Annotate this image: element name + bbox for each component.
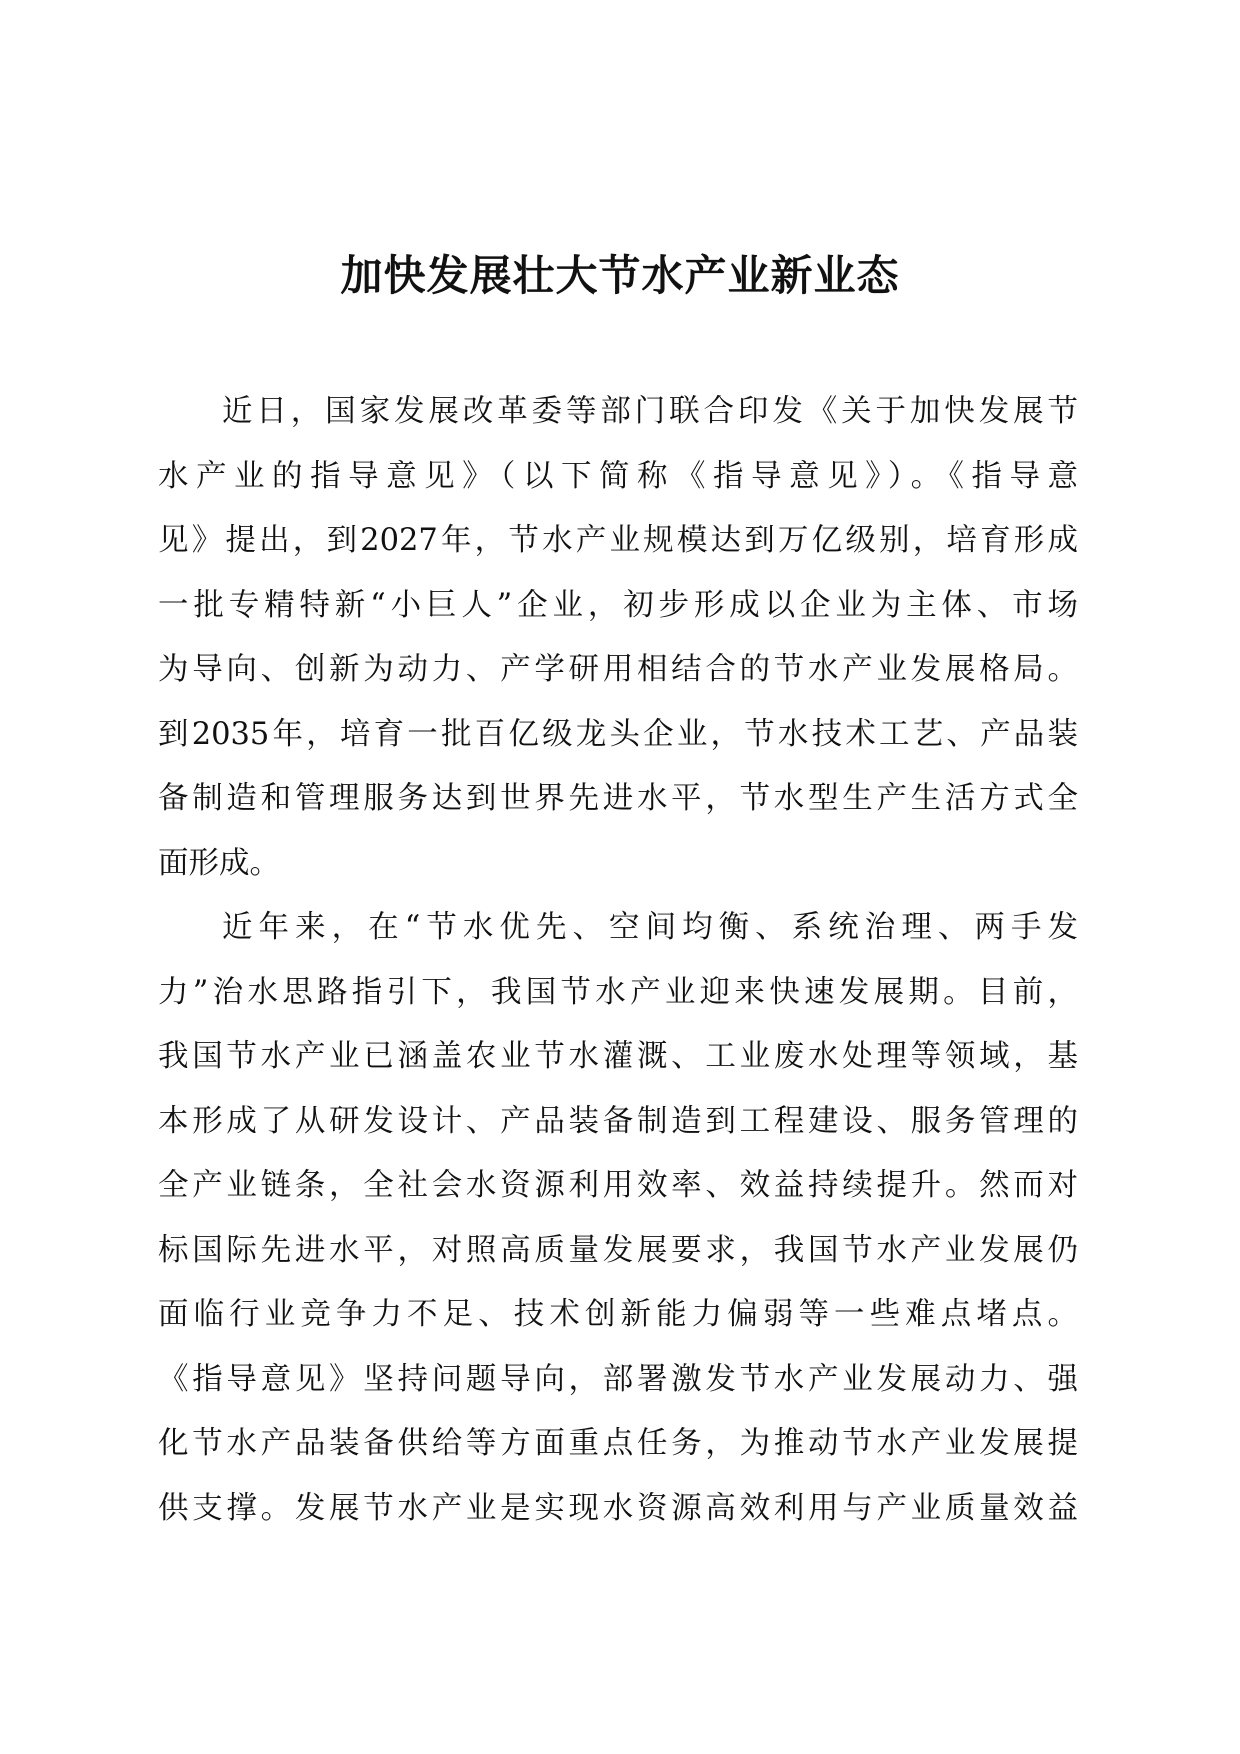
document-body: [158, 380, 1078, 1541]
paragraph-line: 供支撑。发展节水产业是实现水资源高效利用与产业质量效益: [158, 1490, 1078, 1526]
paragraph-1: [158, 380, 1078, 896]
paragraph-line: 标国际先进水平，对照高质量发展要求，我国节水产业发展仍: [158, 1232, 1078, 1268]
paragraph-line: 面形成。: [158, 845, 280, 881]
paragraph-line: 全产业链条，全社会水资源利用效率、效益持续提升。然而对: [158, 1168, 1078, 1203]
paragraph-line: 化节水产品装备供给等方面重点任务，为推动节水产业发展提: [158, 1426, 1078, 1461]
paragraph-line: 近日，国家发展改革委等部门联合印发《关于加快发展节: [222, 394, 1078, 429]
paragraph-line: 备制造和管理服务达到世界先进水平，节水型生产生活方式全: [158, 781, 1078, 816]
paragraph-line: 近年来，在“节水优先、空间均衡、系统治理、两手发: [222, 910, 1078, 945]
paragraph-line: 一批专精特新“小巨人”企业，初步形成以企业为主体、市场: [158, 587, 1078, 623]
paragraph-line: 我国节水产业已涵盖农业节水灌溉、工业废水处理等领域，基: [158, 1039, 1078, 1074]
paragraph-line: 《指导意见》坚持问题导向，部署激发节水产业发展动力、强: [158, 1361, 1078, 1397]
paragraph-line: 见》提出，到2027年，节水产业规模达到万亿级别，培育形成: [158, 523, 1078, 558]
paragraph-line: 力”治水思路指引下，我国节水产业迎来快速发展期。目前，: [158, 974, 1078, 1010]
paragraph-line: 水产业的指导意见》（以下简称《指导意见》）。《指导意: [158, 458, 1078, 494]
paragraph-line: 本形成了从研发设计、产品装备制造到工程建设、服务管理的: [158, 1103, 1078, 1139]
paragraph-2: [158, 896, 1078, 1541]
paragraph-line: 到2035年，培育一批百亿级龙头企业，节水技术工艺、产品装: [158, 716, 1078, 752]
paragraph-line: 为导向、创新为动力、产学研用相结合的节水产业发展格局。: [158, 652, 1078, 687]
document-title: 加快发展壮大节水产业新业态: [340, 251, 900, 300]
paragraph-line: 面临行业竞争力不足、技术创新能力偏弱等一些难点堵点。: [158, 1297, 1078, 1332]
